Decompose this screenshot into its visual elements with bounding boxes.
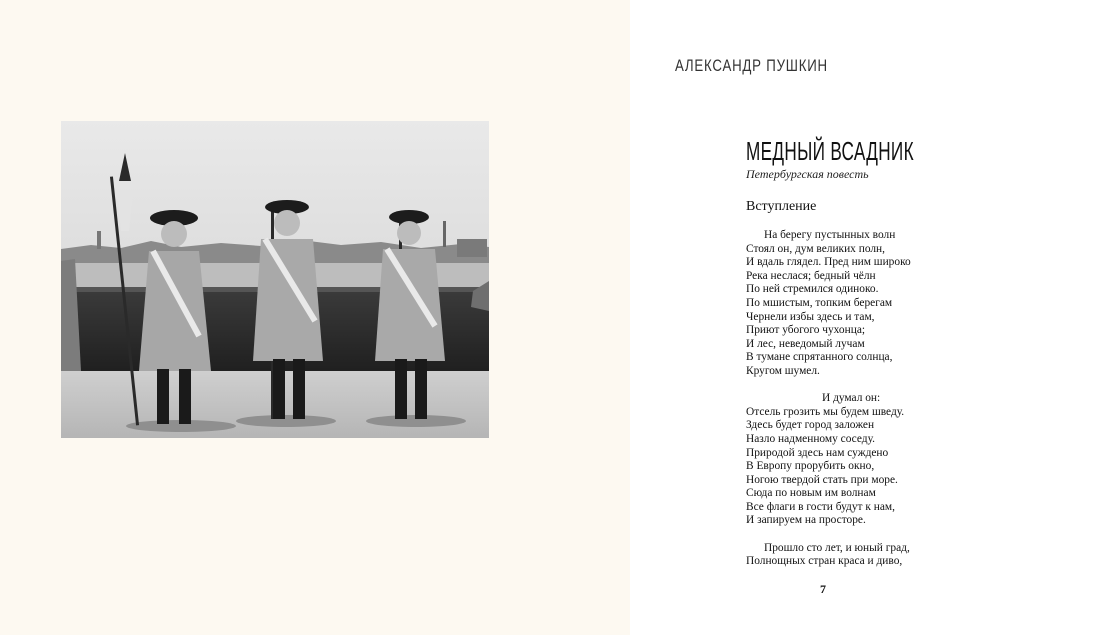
section-heading: Вступление: [746, 199, 817, 214]
poem-line: По мшистым, топким берегам: [746, 296, 893, 309]
poem-line: Чернели избы здесь и там,: [746, 310, 875, 323]
poem-line: Прошло сто лет, и юный град,: [764, 541, 910, 554]
poem-line: По ней стремился одиноко.: [746, 283, 879, 296]
poem-line: Отсель грозить мы будем шведу.: [746, 405, 905, 418]
historical-photo: [61, 121, 489, 438]
poem-title: МЕДНЫЙ ВСАДНИК: [746, 136, 914, 166]
stanza-break: [746, 379, 911, 393]
right-page: [630, 0, 1100, 635]
poem-line: И лес, неведомый лучам: [746, 337, 865, 350]
poem-line: И думал он:: [822, 392, 881, 405]
poem-line: На берегу пустынных волн: [764, 229, 896, 241]
poem-line: Река неслася; бедный чёлн: [746, 269, 876, 282]
poem-line: Здесь будет город заложен: [746, 419, 875, 432]
poem-line: Стоял он, дум великих полн,: [746, 242, 885, 255]
poem-line: Назло надменному соседу.: [746, 432, 875, 445]
poem-line: И запируем на просторе.: [746, 514, 866, 527]
poem-line: Приют убогого чухонца;: [746, 324, 866, 337]
poem-subtitle: Петербургская повесть: [746, 167, 869, 181]
author-header: АЛЕКСАНДР ПУШКИН: [675, 56, 828, 75]
poem-line: Сюда по новым им волнам: [746, 487, 876, 500]
page-number: 7: [820, 582, 826, 596]
poem-line: Кругом шумел.: [746, 364, 820, 377]
poem-line: В Европу прорубить окно,: [746, 460, 875, 473]
poem-line: В тумане спрятанного солнца,: [746, 351, 893, 364]
poem-line: Ногою твердой стать при море.: [746, 473, 898, 486]
poem-text: [746, 229, 911, 569]
stanza-break: [746, 528, 911, 542]
poem-line: Природой здесь нам суждено: [746, 446, 889, 459]
poem-line: Полнощных стран краса и диво,: [746, 555, 903, 568]
poem-line: И вдаль глядел. Пред ним широко: [746, 256, 911, 269]
poem-line: Все флаги в гости будут к нам,: [746, 500, 895, 513]
